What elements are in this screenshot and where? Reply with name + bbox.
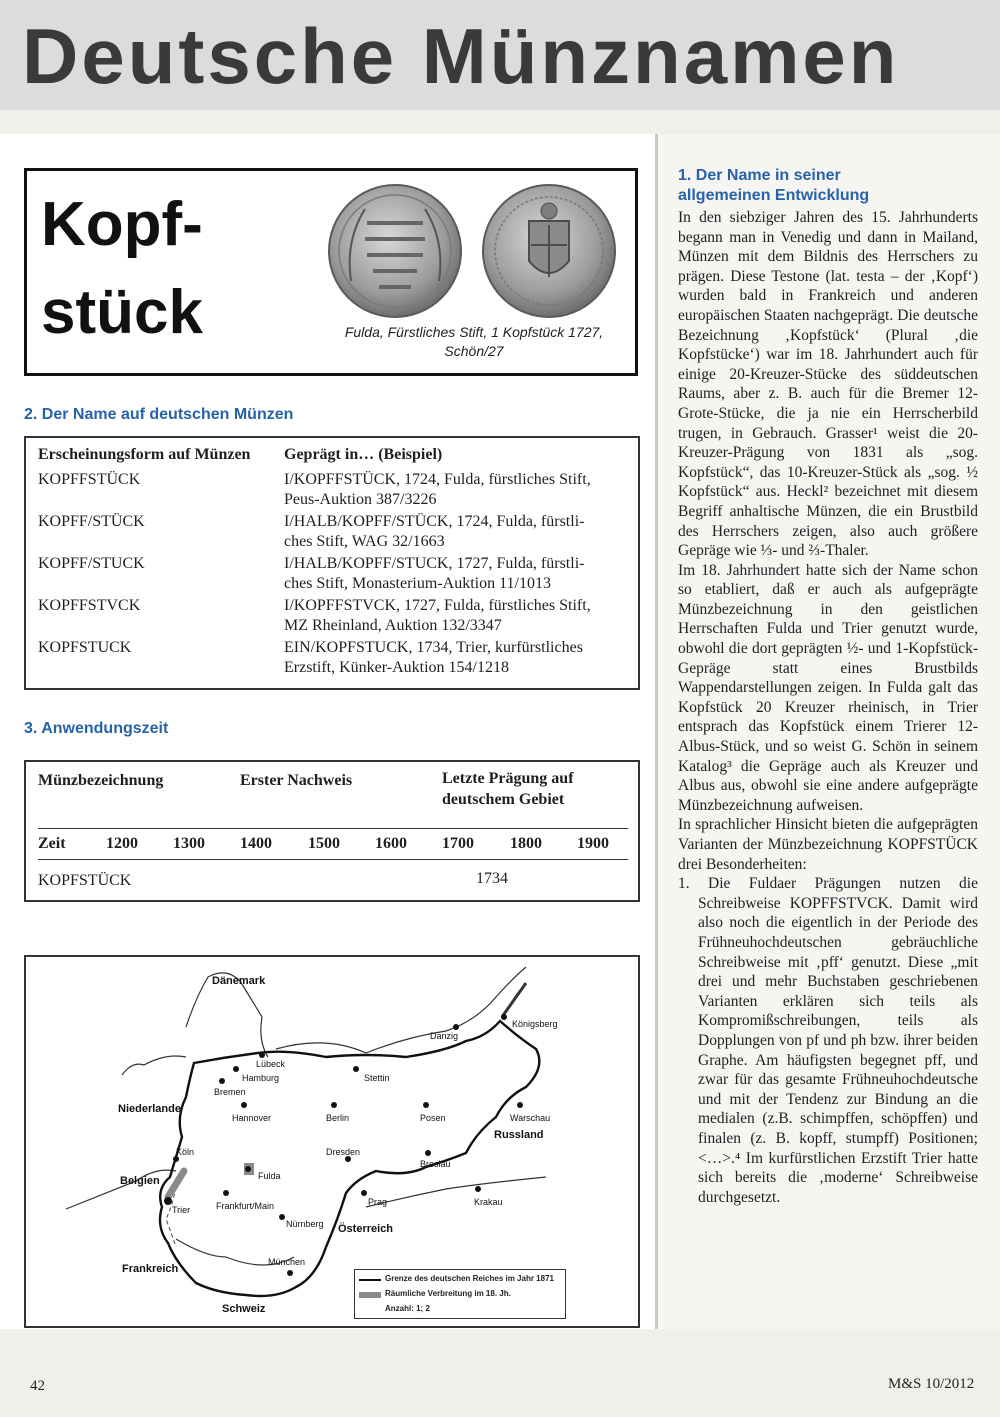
page-title: Deutsche Münznamen [22,12,900,100]
timeline-year: 1900 [577,835,609,852]
map-region-frankreich: Frankreich [122,1263,179,1275]
legend-spread-label: Räumliche Verbreitung im 18. Jh. [385,1289,511,1298]
coin-reverse [483,185,615,317]
timeline-year: 1200 [106,835,138,852]
map-city-frankfurt: Frankfurt/Main [216,1201,275,1211]
map-city-posen: Posen [420,1113,446,1123]
map-legend [354,1269,566,1319]
table-row [38,638,638,680]
map-city-koeln: Köln [176,1147,195,1157]
example-line1: I/KOPFFSTVCK, 1727, Fulda, fürstliches Stift, [284,597,591,614]
example-line2: Peus-Auktion 387/3226 [284,491,437,508]
legend-count-label: Anzahl: 1; 2 [385,1304,430,1313]
map-city-krakau: Krakau [474,1197,503,1207]
timeline-year: 1700 [442,835,474,852]
sidebar-paragraph: In den siebziger Jahren des 15. Jahrhunderts begann man in Venedig und dann in Mailand, Münzen mit dem Bildnis des Herrschers zu prägen. Diese Testone (lat. testa – der ‚Kopf‘) wurden bald in Frankreich und anderen europäischen Staaten nachgeprägt. Die deutsche Bezeichnung ‚Kopfstück‘ (Plural ‚die Kopfstücke‘) war im 18. Jahrhundert auch für einige 20-Kreuzer-Stücke des süddeutschen Raums, aber z. B. auch für die Bremer 12-Grote-Stücke, die ja nie ein Herrscherbild trugen, in Gebrauch. Grasser¹ weist die 20-Kreuzer-Prägung von 1831 als „sog. Kopfstück“, das 10-Kreuzer-Stück als „sog. ½ Kopfstück“ aus. Heckl² bezeichnet mit diesem Begriff anhaltische Münzen, die ein Brustbild des Herrschers zeigen, also auch größere Gepräge wie ⅓- und ⅔-Thaler. [678,209,978,560]
map-city-prag: Prag [368,1197,388,1207]
example-line1: I/KOPFFSTÜCK, 1724, Fulda, fürstliches Stift, [284,471,591,488]
map-city-warschau: Warschau [510,1113,551,1123]
list-item-text: Die Fuldaer Prägungen nutzen die Schreibweise KOPFFSTVCK. Damit wird also noch die eigentlich in der Periode des Frühneuhochdeutschen gebräuchliche Schreibweise mit ‚pff‘ genutzt. Diese „mit drei und mehr Buchstaben geschriebenen Varianten erklären sich teils als Kompromißschreibungen, teils als Dopplungen von pf und ph bzw. ihrer beiden Graphe. Am häufigsten begegnet pff, und zwar für das gesamte Frühneuhochdeutsche und mit der Tendenz zur Bindung an die medialen (z.B. schimpffen, schöpffen) und finalen (z. B. kopff, stumpff) Positionen; <…>.⁴ Im kurfürstlichen Erzstift Trier hatte sich bereits die ‚moderne‘ Schreibweise durchgesetzt. [698,875,978,1206]
map-city-berlin: Berlin [326,1113,350,1123]
map-region-oesterreich: Österreich [338,1223,394,1235]
col-header-last-line1: Letzte Prägung auf [442,770,574,787]
names-table [38,446,638,680]
issue-label: M&S 10/2012 [888,1376,975,1392]
example-line2: ches Stift, WAG 32/1663 [284,533,445,550]
col-header-form: Erscheinungsform auf Münzen [38,446,251,463]
form-cell: KOPFF/STUCK [38,555,145,572]
header-band [0,0,1000,110]
coin-caption-line1: Fulda, Fürstliches Stift, 1 Kopfstück 1727, [344,324,604,340]
table-row [38,554,638,596]
sidebar-paragraph: Im 18. Jahrhundert hatte sich der Name schon so etabliert, daß er auch als aufgeprägte Münzbezeichnung in den geistlichen Herrschaften Fulda und Trier genutzt wurde, obwohl die dort geprägten ½- und 1-Kopfstück-Gepräge statt eines Brustbilds Wappendarstellungen zeigen. In Fulda galt das Kopfstück 20 Kreuzer rheinisch, in Trier entsprach das Kopfstück einem Trierer 12-Albus-Stück, und so weist G. Schön in seinem Katalog³ die Gepräge auch als Kreuzer und Albus aus, obwohl sie eine andere aufgeprägte Münzbezeichnung aufweisen. [678,561,978,814]
form-cell: KOPFFSTÜCK [38,471,141,488]
timeline-year: 1400 [240,835,272,852]
names-table-header [38,446,638,470]
map-city-fulda: Fulda [258,1171,281,1181]
col-header-last [442,768,574,810]
form-cell: KOPFFSTVCK [38,597,141,614]
map-city-hamburg: Hamburg [242,1073,280,1083]
sidebar-list [678,874,978,1207]
sidebar-paragraph: In sprachlicher Hinsicht bieten die aufgeprägten Varianten der Münzbezeichnung KOPFSTÜCK drei Besonderheiten: [678,816,978,873]
coin-image [317,181,627,321]
example-cell [284,638,638,680]
col-header-example: Geprägt in… (Beispiel) [284,446,443,463]
table-row [38,470,638,512]
example-line2: Erzstift, Künker-Auktion 154/1218 [284,659,509,676]
example-cell [284,554,638,596]
table-row [38,596,638,638]
map-box [24,955,640,1328]
page-number: 42 [30,1378,45,1394]
example-line1: I/HALB/KOPFF/STÜCK, 1724, Fulda, fürstli- [284,513,585,530]
map-region-daenemark: Dänemark [212,975,266,987]
map-city-luebeck: Lübeck [256,1059,286,1069]
example-cell [284,596,638,638]
title-word [41,181,203,357]
usage-year: 1734 [476,870,508,887]
names-table-box [24,436,640,690]
title-box [24,168,638,376]
map-city-danzig: Danzig [430,1031,459,1041]
usage-table-box [24,760,640,902]
legend-border-label: Grenze des deutschen Reiches im Jahr 1871 [385,1274,554,1283]
example-cell [284,512,638,554]
map-city-muenchen: München [268,1257,306,1267]
timeline-row [38,828,628,860]
map-region-russland: Russland [494,1129,544,1141]
timeline-year: 1500 [308,835,340,852]
col-header-last-line2: deutschem Gebiet [442,791,565,808]
table-row [38,512,638,554]
map-city-trier: Trier [172,1205,191,1215]
map-city-hannover: Hannover [232,1113,272,1123]
sidebar-body [678,208,978,1207]
example-line2: MZ Rheinland, Auktion 132/3347 [284,617,502,634]
sidebar-heading-line2: allgemeinen Entwicklung [678,187,870,204]
map-city-nuernberg: Nürnberg [286,1219,324,1229]
form-cell: KOPFSTUCK [38,639,132,656]
section2-heading: 2. Der Name auf deutschen Münzen [24,406,294,423]
coin-caption [329,323,619,361]
timeline-year: 1600 [375,835,407,852]
timeline-year: 1300 [173,835,205,852]
map-region-schweiz: Schweiz [222,1303,266,1315]
list-item-number: 1. [678,875,690,893]
coin-obverse [329,185,461,317]
map-city-breslau: Breslau [420,1159,451,1169]
map-city-bremen: Bremen [214,1087,246,1097]
usage-coin-name: KOPFSTÜCK [38,872,132,889]
map-city-stettin: Stettin [364,1073,390,1083]
example-line2: ches Stift, Monasterium-Auktion 11/1013 [284,575,551,592]
sidebar-heading [678,166,978,206]
coin-caption-line2: Schön/27 [444,343,504,359]
map-city-koenigsberg: Königsberg [512,1019,558,1029]
section3-heading: 3. Anwendungszeit [24,720,169,737]
title-word-line1: Kopf- [41,190,203,259]
list-item [678,874,978,1207]
map-region-niederlande: Niederlande [118,1103,181,1115]
timeline-year: 1800 [510,835,542,852]
col-header-coin: Münzbezeichnung [38,772,164,789]
timeline-label: Zeit [38,835,66,852]
sidebar-heading-line1: 1. Der Name in seiner [678,167,841,184]
example-line1: EIN/KOPFSTUCK, 1734, Trier, kurfürstliches [284,639,583,656]
col-header-first: Erster Nachweis [240,772,353,789]
map-city-dresden: Dresden [326,1147,361,1157]
title-word-line2: stück [41,278,203,347]
legend-border-swatch [359,1278,381,1282]
example-cell [284,470,638,512]
legend-spread-swatch [359,1292,381,1298]
example-line1: I/HALB/KOPFF/STUCK, 1727, Fulda, fürstli- [284,555,585,572]
map-region-belgien: Belgien [120,1175,160,1187]
form-cell: KOPFF/STÜCK [38,513,145,530]
